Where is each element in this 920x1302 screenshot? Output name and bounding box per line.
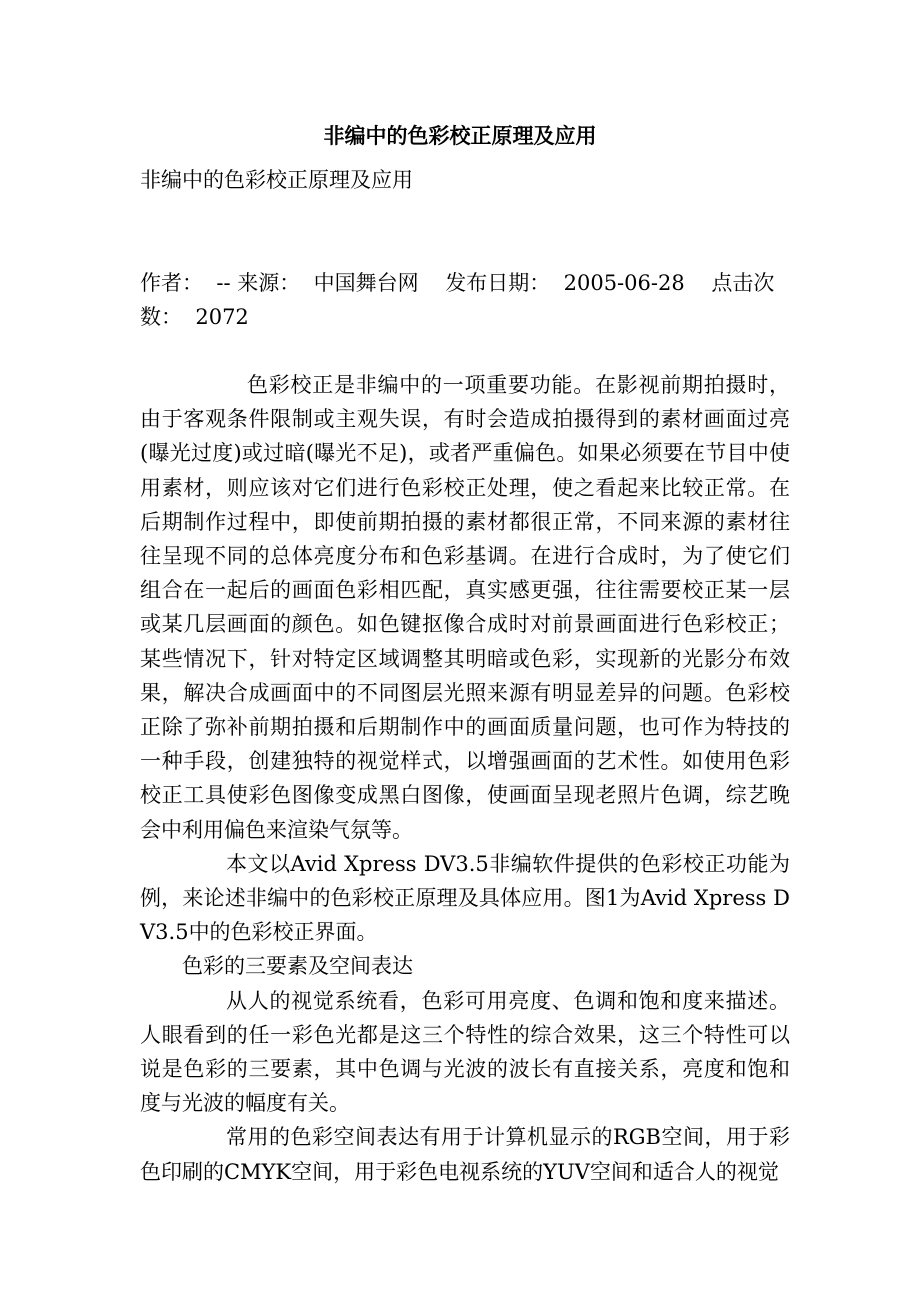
paragraph-intro: 色彩校正是非编中的一项重要功能。在影视前期拍摄时，由于客观条件限制或主观失误，有时会造成拍摄得到的素材画面过亮(曝光过度)或过暗(曝光不足)，或者严重偏色。如果必须要在节目中使用素材，则应该对它们进行色彩校正处理，使之看起来比较正常。在后期制作过程中，即使前期拍摄的素材都很正常，不同来源的素材往往呈现不同的总体亮度分布和色彩基调。在进行合成时，为了使它们组合在一起后的画面色彩相匹配，真实感更强，往往需要校正某一层或某几层画面的颜色。如色键抠像合成时对前景画面进行色彩校正；某些情况下，针对特定区域调整其明暗或色彩，实现新的光影分布效果，解决合成画面中的不同图层光照来源有明显差异的问题。色彩校正除了弥补前期拍摄和后期制作中的画面质量问题，也可作为特技的一种手段，创建独特的视觉样式，以增强画面的艺术性。如使用色彩校正工具使彩色图像变成黑白图像，使画面呈现老照片色调，综艺晚会中利用偏色来渲染气氛等。 [140,373,790,842]
article-meta: 作者： -- 来源： 中国舞台网 发布日期： 2005-06-28 点击次数： 2072 [140,271,775,329]
section-heading: 色彩的三要素及空间表达 [182,954,413,979]
document-title: 非编中的色彩校正原理及应用 [323,123,597,148]
paragraph-scope: 本文以Avid Xpress DV3.5非编软件提供的色彩校正功能为例，来论述非编中的色彩校正原理及具体应用。图1为Avid Xpress DV3.5中的色彩校正界面。 [140,851,790,945]
paragraph-color-elements: 从人的视觉系统看，色彩可用亮度、色调和饱和度来描述。人眼看到的任一彩色光都是这三个特性的综合效果，这三个特性可以说是色彩的三要素，其中色调与光波的波长有直接关系，亮度和饱和度与光波的幅度有关。 [140,988,790,1116]
paragraph-color-spaces: 常用的色彩空间表达有用于计算机显示的RGB空间，用于彩色印刷的CMYK空间，用于彩色电视系统的YUV空间和适合人的视觉 [140,1125,790,1184]
document-subtitle: 非编中的色彩校正原理及应用 [140,168,413,192]
article-body [140,368,790,1189]
